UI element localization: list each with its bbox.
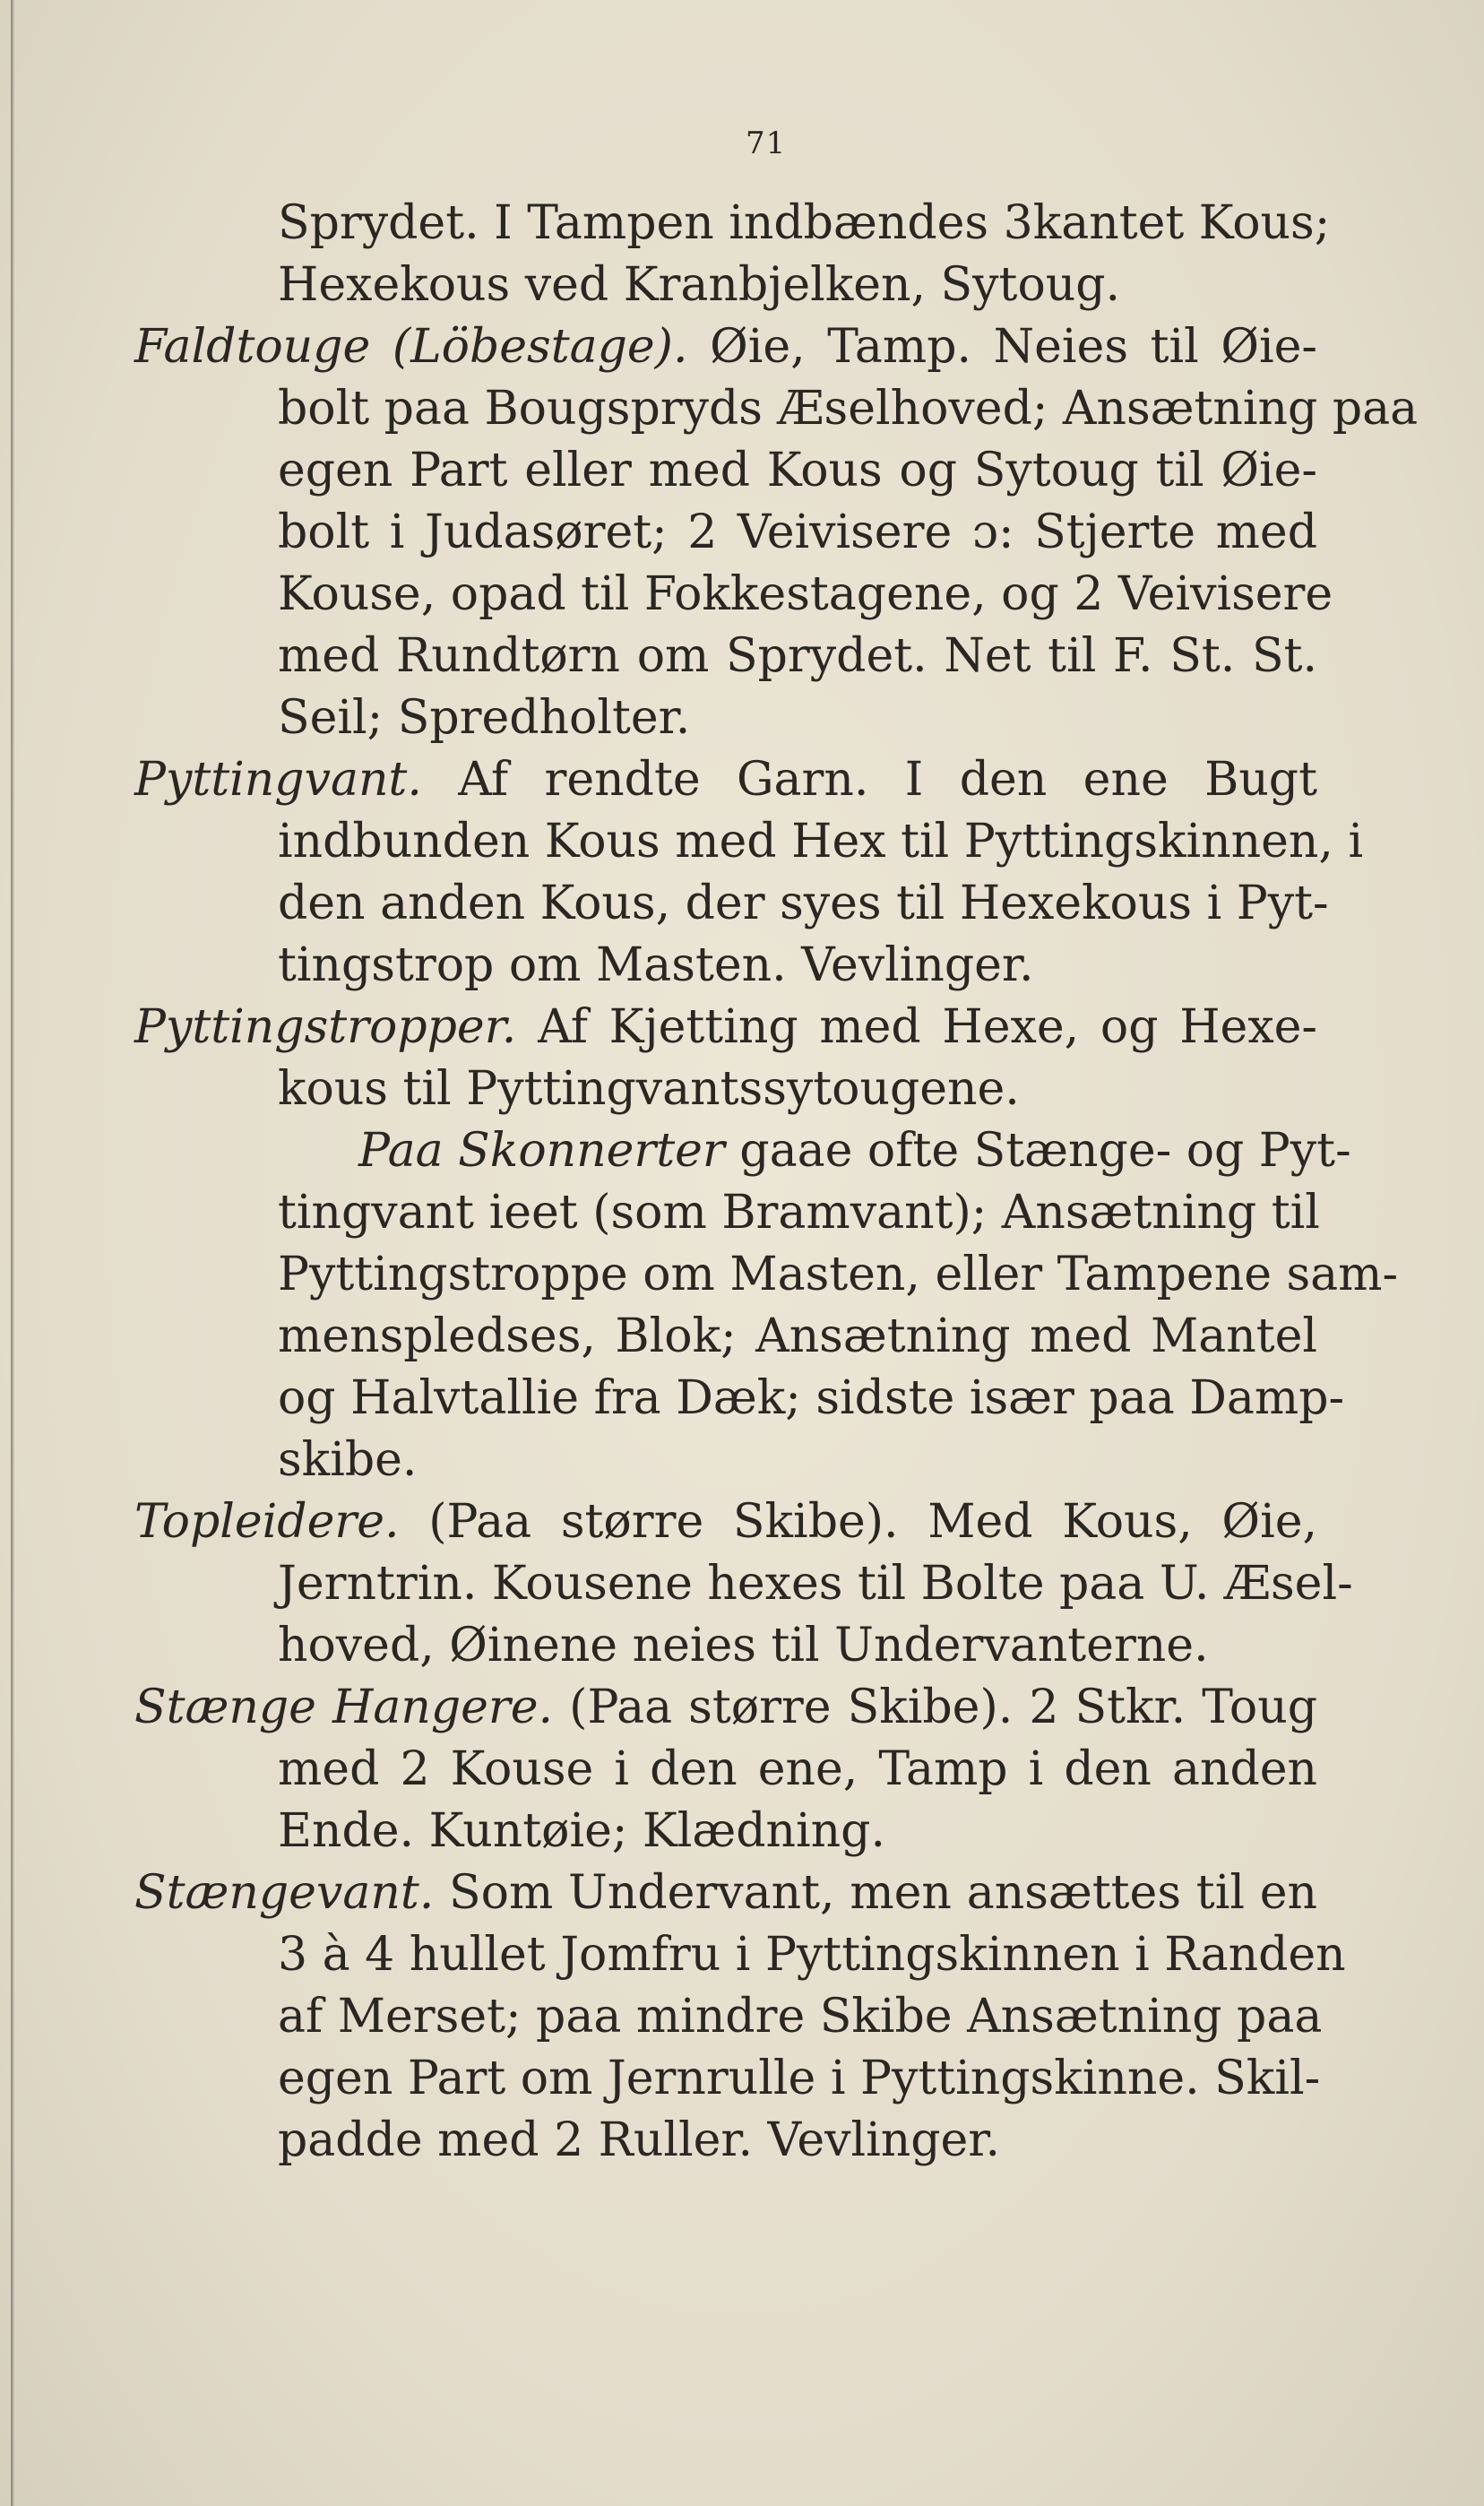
text-span: og Halvtallie fra Dæk; sidste især paa Damp- (278, 1371, 1345, 1425)
text-span: skibe. (278, 1433, 418, 1487)
text-span: hoved, Øinene neies til Undervanterne. (278, 1619, 1209, 1672)
text-span: tingstrop om Masten. Vevlinger. (278, 938, 1034, 992)
text-line (206, 2110, 1317, 2172)
text-span: Af rendte Garn. I den ene Bugt (421, 753, 1317, 807)
text-line (134, 749, 1317, 811)
text-line (206, 1120, 1351, 1182)
entry-term: Pyttingvant. (134, 753, 422, 807)
text-line (206, 2048, 1321, 2110)
text-span: Seil; Spredholter. (278, 691, 691, 745)
text-span: Af Kjetting med Hexe, og Hexe- (516, 1000, 1317, 1054)
text-span: (Paa større Skibe). Med Kous, Øie, (399, 1495, 1317, 1549)
text-span: 3 à 4 hullet Jomfru i Pyttingskinnen i Randen (278, 1928, 1346, 1982)
text-span: af Merset; paa mindre Skibe Ansætning paa (278, 1990, 1323, 2044)
text-line (206, 1986, 1323, 2048)
text-line (206, 1244, 1399, 1306)
text-line (206, 193, 1331, 255)
text-span: gaae ofte Stænge- og Pyt- (724, 1124, 1351, 1178)
text-line (134, 997, 1317, 1059)
text-line (206, 440, 1317, 502)
text-span: padde med 2 Ruller. Vevlinger. (278, 2113, 1000, 2167)
page-number: 71 (746, 125, 787, 161)
text-span: Øie, Tamp. Neies til Øie- (687, 320, 1317, 374)
text-line (206, 1182, 1320, 1244)
entry-term: Pyttingstropper. (134, 1000, 517, 1054)
text-span: med Rundtørn om Sprydet. Net til F. St. St. (278, 629, 1317, 683)
entry-term: Faldtouge (Löbestage). (134, 320, 688, 374)
text-span: Som Undervant, men ansættes til en (434, 1866, 1317, 1920)
text-line (206, 1801, 1317, 1862)
text-line (206, 935, 1317, 997)
text-span: (Paa større Skibe). 2 Stkr. Toug (553, 1681, 1318, 1734)
text-line (134, 1862, 1317, 1924)
text-span: kous til Pyttingvantssytougene. (278, 1062, 1020, 1116)
text-line (134, 1491, 1317, 1553)
text-line (206, 687, 1317, 749)
text-span: tingvant ieet (som Bramvant); Ansætning til (278, 1186, 1320, 1240)
text-span: med 2 Kouse i den ene, Tamp i den anden (278, 1742, 1317, 1796)
text-span: egen Part om Jernrulle i Pyttingskinne. Skil- (278, 2052, 1321, 2105)
text-line (206, 1368, 1345, 1430)
text-span: Ende. Kuntøie; Klædning. (278, 1804, 885, 1858)
body-text (134, 193, 1419, 2172)
text-line (206, 255, 1317, 316)
entry-term: Paa Skonnerter (358, 1124, 725, 1178)
text-span: Sprydet. I Tampen indbændes 3kantet Kous; (278, 196, 1331, 250)
text-span: bolt i Judasøret; 2 Veivisere ɔ: Stjerte med (278, 506, 1317, 559)
text-line (206, 626, 1317, 687)
text-line (134, 1677, 1317, 1739)
text-line (206, 811, 1364, 873)
text-line (206, 1306, 1317, 1368)
text-line (206, 502, 1317, 564)
text-span: Jerntrin. Kousene hexes til Bolte paa U. Æsel- (278, 1557, 1353, 1611)
text-line (206, 873, 1329, 935)
text-span: Pyttingstroppe om Masten, eller Tampene sam- (278, 1248, 1399, 1301)
entry-term: Topleidere. (134, 1495, 400, 1549)
text-line (206, 564, 1333, 626)
text-span: Kouse, opad til Fokkestagene, og 2 Veivisere (278, 567, 1333, 621)
entry-term: Stænge Hangere. (134, 1681, 554, 1734)
text-line (206, 1430, 1317, 1491)
text-line (206, 1615, 1317, 1677)
text-span: indbunden Kous med Hex til Pyttingskinnen, i (278, 815, 1364, 868)
text-line (134, 316, 1317, 378)
text-span: menspledses, Blok; Ansætning med Mantel (278, 1309, 1317, 1363)
text-span: egen Part eller med Kous og Sytoug til Øie- (278, 444, 1317, 497)
entry-term: Stængevant. (134, 1866, 435, 1920)
text-span: den anden Kous, der syes til Hexekous i Pyt- (278, 877, 1329, 930)
page-gutter-edge (11, 0, 14, 2506)
text-line (206, 1739, 1317, 1801)
text-line (206, 1553, 1353, 1615)
text-line (206, 378, 1419, 440)
text-span: Hexekous ved Kranbjelken, Sytoug. (278, 258, 1121, 312)
text-line (206, 1924, 1346, 1986)
text-line (206, 1059, 1317, 1120)
text-span: bolt paa Bougspryds Æselhoved; Ansætning paa (278, 382, 1419, 436)
